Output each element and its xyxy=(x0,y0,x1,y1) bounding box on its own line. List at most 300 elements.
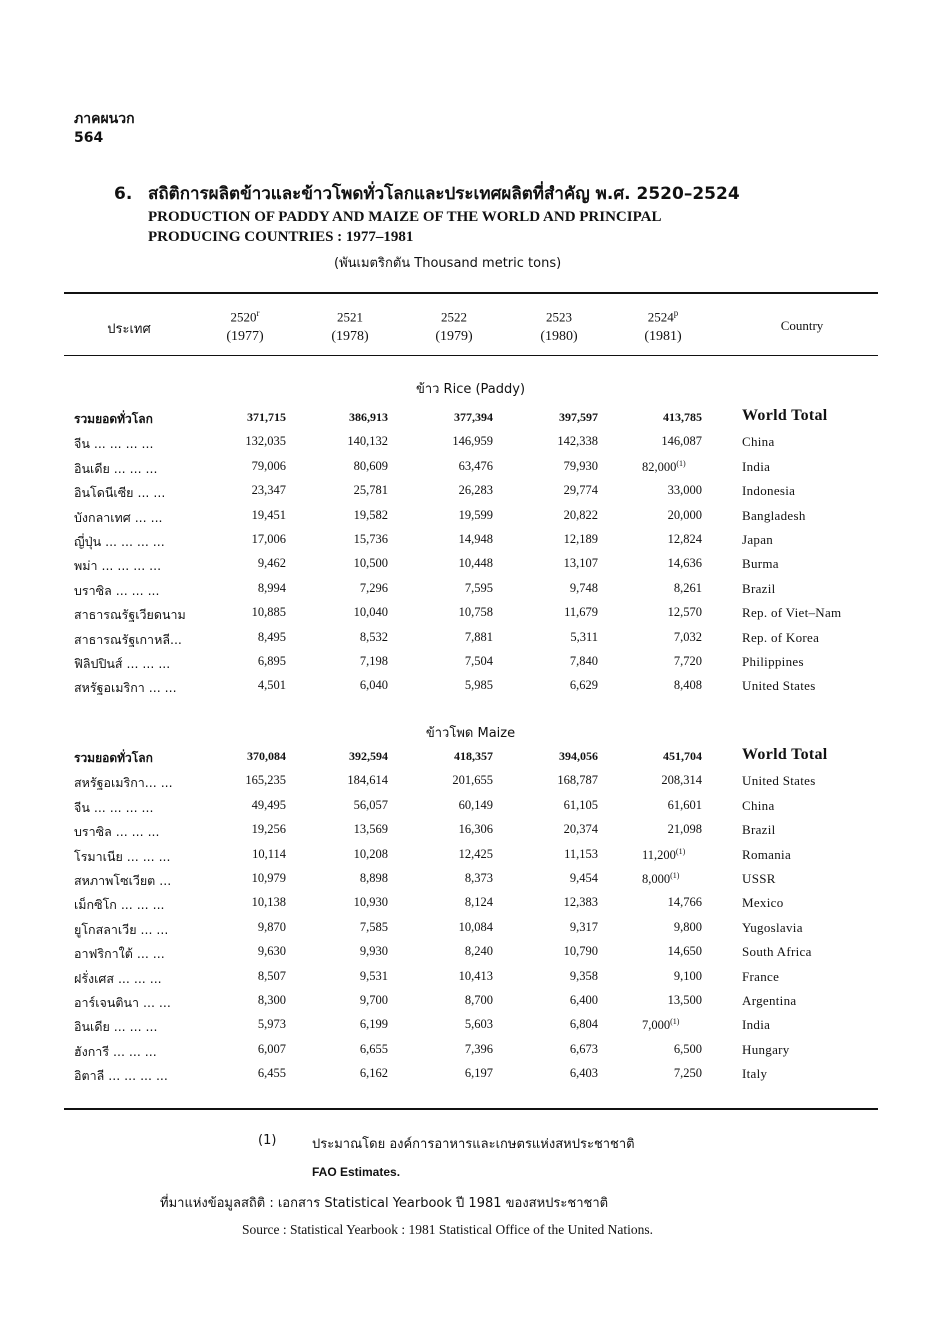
table-row xyxy=(0,605,941,629)
section-title: ข้าวโพด Maize xyxy=(425,726,516,741)
value-cell xyxy=(298,871,388,886)
value-cell xyxy=(508,871,598,886)
header-year-ce: (1978) xyxy=(331,329,369,345)
header-year-ce: (1980) xyxy=(540,329,578,345)
value-number: 20,000 xyxy=(667,508,702,522)
value-cell xyxy=(508,1017,598,1032)
value-cell xyxy=(403,920,493,935)
value-cell xyxy=(298,654,388,669)
country-thai: จีน ... ... ... ... xyxy=(74,800,154,815)
value-number: 6,197 xyxy=(464,1066,493,1080)
value-number: 132,035 xyxy=(245,434,286,448)
value-number: 7,720 xyxy=(673,654,702,668)
value-cell xyxy=(403,822,493,837)
header-country-english xyxy=(752,318,852,366)
value-cell xyxy=(196,895,286,910)
value-cell xyxy=(298,630,388,645)
value-cell xyxy=(196,847,286,862)
value-cell xyxy=(196,434,286,449)
value-number: 11,200 xyxy=(642,848,676,863)
value-number: 394,056 xyxy=(559,749,598,763)
value-cell xyxy=(612,1017,750,1033)
value-number: 10,790 xyxy=(563,944,598,958)
value-number: 397,597 xyxy=(559,410,598,424)
value-cell xyxy=(196,410,286,425)
header-year-be: 2523 xyxy=(546,309,572,325)
table-row-total xyxy=(0,407,941,434)
value-cell xyxy=(196,532,286,547)
value-number: 9,100 xyxy=(673,969,702,983)
footnote-ref: (1) xyxy=(670,1017,680,1026)
value-cell xyxy=(403,798,493,813)
footnote-english: FAO Estimates. xyxy=(312,1165,401,1179)
value-number: 19,599 xyxy=(458,508,493,522)
header-year-be: 2520 xyxy=(230,309,257,325)
value-number: 370,084 xyxy=(247,749,286,763)
value-number: 165,235 xyxy=(245,773,286,787)
country-thai: ฮังการี ... ... ... xyxy=(74,1044,157,1059)
value-cell xyxy=(612,822,702,837)
value-number: 14,636 xyxy=(667,556,702,570)
value-cell xyxy=(403,654,493,669)
value-cell xyxy=(403,895,493,910)
value-number: 13,107 xyxy=(563,556,598,570)
value-number: 10,114 xyxy=(252,847,286,861)
table-row xyxy=(0,847,941,871)
value-number: 142,338 xyxy=(557,434,598,448)
value-cell xyxy=(612,871,750,887)
value-number: 9,317 xyxy=(569,920,598,934)
value-cell xyxy=(508,654,598,669)
appendix-label: ภาคผนวก xyxy=(74,111,135,127)
value-cell xyxy=(298,556,388,571)
value-number: 21,098 xyxy=(667,822,702,836)
value-number: 11,153 xyxy=(564,847,598,861)
value-cell xyxy=(612,798,702,813)
value-cell xyxy=(508,895,598,910)
value-number: 413,785 xyxy=(663,410,702,424)
value-cell xyxy=(403,1017,493,1032)
value-cell xyxy=(196,749,286,764)
value-cell xyxy=(403,605,493,620)
value-cell xyxy=(612,605,702,620)
value-number: 8,261 xyxy=(673,581,702,595)
country-english: Philippines xyxy=(742,654,804,669)
value-cell xyxy=(196,508,286,523)
value-cell xyxy=(196,459,286,474)
value-number: 377,394 xyxy=(454,410,493,424)
value-cell xyxy=(196,483,286,498)
table-row xyxy=(0,459,941,483)
value-cell xyxy=(612,434,702,449)
table-title-block xyxy=(114,180,894,247)
table-row xyxy=(0,556,941,580)
value-cell xyxy=(403,459,493,474)
value-cell xyxy=(298,993,388,1008)
value-number: 7,198 xyxy=(359,654,388,668)
value-cell xyxy=(612,678,702,693)
value-number: 19,582 xyxy=(353,508,388,522)
value-number: 7,840 xyxy=(569,654,598,668)
value-cell xyxy=(298,969,388,984)
value-cell xyxy=(508,822,598,837)
header-year-ce: (1977) xyxy=(226,329,264,345)
value-number: 82,000 xyxy=(642,460,677,475)
value-number: 8,507 xyxy=(257,969,286,983)
table-row xyxy=(0,944,941,968)
value-number: 49,495 xyxy=(251,798,286,812)
value-cell xyxy=(403,871,493,886)
value-cell xyxy=(612,532,702,547)
country-english: Rep. of Viet–Nam xyxy=(742,605,842,620)
value-number: 7,296 xyxy=(359,581,388,595)
value-number: 60,149 xyxy=(458,798,493,812)
value-cell xyxy=(508,847,598,862)
value-number: 10,413 xyxy=(458,969,493,983)
appendix-header xyxy=(74,110,135,148)
value-cell xyxy=(196,630,286,645)
title-english-1: PRODUCTION OF PADDY AND MAIZE OF THE WORLD AND PRINCIPAL xyxy=(148,209,662,225)
value-number: 392,594 xyxy=(349,749,388,763)
value-number: 6,629 xyxy=(569,678,598,692)
value-number: 12,383 xyxy=(563,895,598,909)
value-cell xyxy=(196,920,286,935)
value-cell xyxy=(508,483,598,498)
value-cell xyxy=(508,798,598,813)
value-number: 20,822 xyxy=(563,508,598,522)
value-number: 184,614 xyxy=(347,773,388,787)
value-cell xyxy=(508,508,598,523)
value-number: 7,585 xyxy=(359,920,388,934)
value-number: 7,032 xyxy=(673,630,702,644)
table-row xyxy=(0,773,941,797)
value-number: 17,006 xyxy=(251,532,286,546)
value-number: 33,000 xyxy=(667,483,702,497)
country-english: South Africa xyxy=(742,944,812,959)
value-cell xyxy=(612,969,702,984)
header-year-ce: (1981) xyxy=(644,329,682,345)
header-bottom-rule xyxy=(64,355,878,356)
value-number: 10,930 xyxy=(353,895,388,909)
value-cell xyxy=(508,459,598,474)
country-english: Brazil xyxy=(742,822,776,837)
country-thai: ยูโกสลาเวีย ... ... xyxy=(74,922,169,937)
value-number: 13,569 xyxy=(353,822,388,836)
value-number: 5,603 xyxy=(464,1017,493,1031)
country-english: World Total xyxy=(742,746,828,763)
value-cell xyxy=(196,871,286,886)
value-cell xyxy=(298,410,388,425)
value-cell xyxy=(612,1066,702,1081)
value-number: 26,283 xyxy=(458,483,493,497)
value-number: 6,455 xyxy=(257,1066,286,1080)
value-number: 10,084 xyxy=(458,920,493,934)
value-number: 8,240 xyxy=(464,944,493,958)
country-thai: สาธารณรัฐเกาหลี... xyxy=(74,632,182,647)
value-number: 8,898 xyxy=(359,871,388,885)
value-number: 451,704 xyxy=(663,749,702,763)
value-number: 5,311 xyxy=(570,630,598,644)
value-cell xyxy=(612,749,702,764)
value-cell xyxy=(508,434,598,449)
country-thai: สหภาพโซเวียต ... xyxy=(74,873,172,888)
value-cell xyxy=(403,508,493,523)
value-number: 8,300 xyxy=(257,993,286,1007)
value-cell xyxy=(196,654,286,669)
value-cell xyxy=(612,556,702,571)
country-thai: อาร์เจนตินา ... ... xyxy=(74,995,171,1010)
value-cell xyxy=(196,1042,286,1057)
header-year-be-wrap xyxy=(205,304,285,326)
footnote-ref: (1) xyxy=(675,847,686,856)
table-row xyxy=(0,798,941,822)
value-number: 9,930 xyxy=(359,944,388,958)
value-number: 6,162 xyxy=(359,1066,388,1080)
value-number: 61,601 xyxy=(667,798,702,812)
footnote-ref: (1) xyxy=(670,871,680,880)
country-thai: สหรัฐอเมริกา ... ... xyxy=(74,680,177,695)
table-top-rule xyxy=(64,292,878,294)
value-number: 63,476 xyxy=(458,459,493,473)
table-number: 6. xyxy=(114,184,133,204)
value-number: 14,766 xyxy=(667,895,702,909)
value-number: 12,824 xyxy=(667,532,702,546)
value-cell xyxy=(196,556,286,571)
value-number: 7,000 xyxy=(642,1018,671,1033)
country-english: Japan xyxy=(742,532,774,547)
value-cell xyxy=(298,944,388,959)
value-cell xyxy=(612,630,702,645)
value-number: 16,306 xyxy=(458,822,493,836)
value-cell xyxy=(403,581,493,596)
value-number: 6,655 xyxy=(359,1042,388,1056)
value-number: 4,501 xyxy=(257,678,286,692)
table-row xyxy=(0,434,941,458)
header-year-be: 2524 xyxy=(647,309,674,325)
country-thai: สหรัฐอเมริกา... ... xyxy=(74,775,173,790)
units-label: (พันเมตริกตัน Thousand metric tons) xyxy=(334,256,562,271)
value-number: 146,087 xyxy=(661,434,702,448)
source-english: Source : Statistical Yearbook : 1981 Statistical Office of the United Nations. xyxy=(242,1222,654,1237)
value-number: 140,132 xyxy=(347,434,388,448)
country-thai: ฝรั่งเศส ... ... ... xyxy=(74,971,162,986)
value-cell xyxy=(196,605,286,620)
country-english: India xyxy=(742,1017,771,1032)
value-cell xyxy=(508,678,598,693)
value-number: 12,189 xyxy=(563,532,598,546)
country-thai: สาธารณรัฐเวียดนาม xyxy=(74,607,186,622)
value-number: 168,787 xyxy=(557,773,598,787)
value-number: 14,650 xyxy=(667,944,702,958)
country-thai: อินโดนีเซีย ... ... xyxy=(74,485,166,500)
value-cell xyxy=(403,630,493,645)
value-cell xyxy=(612,920,702,935)
table-row xyxy=(0,483,941,507)
footnote-marker: (1) xyxy=(258,1133,277,1148)
country-thai: จีน ... ... ... ... xyxy=(74,436,154,451)
value-cell xyxy=(403,434,493,449)
table-row xyxy=(0,1017,941,1041)
value-number: 9,870 xyxy=(257,920,286,934)
table-bottom-rule xyxy=(64,1108,878,1110)
value-number: 13,500 xyxy=(667,993,702,1007)
country-english: Rep. of Korea xyxy=(742,630,820,645)
value-cell xyxy=(298,822,388,837)
header-year-be-wrap xyxy=(519,304,599,326)
header-year-0 xyxy=(205,304,285,352)
header-year-mark: p xyxy=(673,308,679,318)
header-year-1 xyxy=(310,304,390,352)
value-cell xyxy=(196,1017,286,1032)
header-country-thai xyxy=(64,318,194,366)
value-number: 8,700 xyxy=(464,993,493,1007)
value-number: 10,500 xyxy=(353,556,388,570)
value-number: 80,609 xyxy=(353,459,388,473)
value-cell xyxy=(403,483,493,498)
value-cell xyxy=(612,581,702,596)
value-number: 7,504 xyxy=(464,654,493,668)
country-english: Argentina xyxy=(742,993,797,1008)
country-thai: อินเดีย ... ... ... xyxy=(74,461,158,476)
value-cell xyxy=(508,773,598,788)
value-number: 8,532 xyxy=(359,630,388,644)
value-cell xyxy=(403,1066,493,1081)
value-number: 386,913 xyxy=(349,410,388,424)
country-thai: บราซิล ... ... ... xyxy=(74,824,160,839)
value-number: 29,774 xyxy=(563,483,598,497)
value-number: 10,979 xyxy=(251,871,286,885)
value-cell xyxy=(298,605,388,620)
value-number: 9,462 xyxy=(257,556,286,570)
value-number: 7,881 xyxy=(464,630,493,644)
value-cell xyxy=(508,920,598,935)
table-row xyxy=(0,508,941,532)
title-thai: สถิติการผลิตข้าวและข้าวโพดทั่วโลกและประเทศผลิตที่สำคัญ พ.ศ. 2520–2524 xyxy=(148,184,740,204)
value-cell xyxy=(403,944,493,959)
value-cell xyxy=(298,532,388,547)
value-cell xyxy=(298,459,388,474)
value-cell xyxy=(298,773,388,788)
country-english: Brazil xyxy=(742,581,776,596)
value-number: 146,959 xyxy=(452,434,493,448)
header-year-be-wrap xyxy=(414,304,494,326)
table-row xyxy=(0,532,941,556)
country-thai: ญี่ปุ่น ... ... ... ... xyxy=(74,534,165,549)
value-cell xyxy=(298,1066,388,1081)
value-number: 11,679 xyxy=(564,605,598,619)
value-cell xyxy=(298,434,388,449)
country-english: India xyxy=(742,459,771,474)
table-row xyxy=(0,1066,941,1090)
value-cell xyxy=(403,993,493,1008)
value-cell xyxy=(508,944,598,959)
country-english: United States xyxy=(742,773,816,788)
table-row xyxy=(0,581,941,605)
value-cell xyxy=(403,773,493,788)
value-cell xyxy=(612,410,702,425)
value-cell xyxy=(196,678,286,693)
country-english: Hungary xyxy=(742,1042,790,1057)
value-number: 10,448 xyxy=(458,556,493,570)
value-cell xyxy=(196,993,286,1008)
country-english: Burma xyxy=(742,556,779,571)
value-cell xyxy=(403,678,493,693)
value-cell xyxy=(508,630,598,645)
value-number: 6,673 xyxy=(569,1042,598,1056)
value-number: 10,885 xyxy=(251,605,286,619)
value-cell xyxy=(298,508,388,523)
value-cell xyxy=(298,483,388,498)
value-cell xyxy=(403,410,493,425)
value-number: 10,208 xyxy=(353,847,388,861)
country-thai: รวมยอดทั่วโลก xyxy=(74,751,153,765)
value-number: 19,256 xyxy=(251,822,286,836)
value-number: 14,948 xyxy=(458,532,493,546)
value-number: 9,630 xyxy=(257,944,286,958)
table-row xyxy=(0,654,941,678)
table-row xyxy=(0,822,941,846)
value-cell xyxy=(298,895,388,910)
value-number: 6,040 xyxy=(359,678,388,692)
value-cell xyxy=(196,822,286,837)
value-cell xyxy=(298,678,388,693)
value-number: 56,057 xyxy=(353,798,388,812)
value-number: 5,985 xyxy=(464,678,493,692)
country-english: China xyxy=(742,434,775,449)
value-number: 201,655 xyxy=(452,773,493,787)
country-english: China xyxy=(742,798,775,813)
value-cell xyxy=(612,944,702,959)
footnote-ref: (1) xyxy=(676,459,686,468)
country-thai: อิตาลี ... ... ... ... xyxy=(74,1068,168,1083)
footnote-thai: ประมาณโดย องค์การอาหารและเกษตรแห่งสหประชาชาติ xyxy=(312,1137,635,1152)
value-number: 8,124 xyxy=(464,895,493,909)
value-number: 9,748 xyxy=(569,581,598,595)
section-title: ข้าว Rice (Paddy) xyxy=(415,382,526,397)
country-english: Italy xyxy=(742,1066,768,1081)
value-number: 25,781 xyxy=(353,483,388,497)
value-cell xyxy=(508,1042,598,1057)
value-number: 6,400 xyxy=(569,993,598,1007)
header-year-mark: r xyxy=(256,308,260,318)
value-number: 6,403 xyxy=(569,1066,598,1080)
header-year-4 xyxy=(623,304,703,352)
country-thai: อาฟริกาใต้ ... ... xyxy=(74,946,165,961)
value-number: 10,138 xyxy=(251,895,286,909)
value-cell xyxy=(612,508,702,523)
country-english: World Total xyxy=(742,407,828,424)
value-cell xyxy=(508,605,598,620)
country-english: United States xyxy=(742,678,816,693)
value-number: 79,930 xyxy=(563,459,598,473)
value-cell xyxy=(298,1042,388,1057)
value-number: 7,396 xyxy=(464,1042,493,1056)
value-number: 9,700 xyxy=(359,993,388,1007)
value-cell xyxy=(403,556,493,571)
value-cell xyxy=(298,798,388,813)
country-english: Romania xyxy=(742,847,792,862)
value-number: 9,454 xyxy=(569,871,598,885)
header-year-be: 2521 xyxy=(337,309,363,325)
value-cell xyxy=(508,556,598,571)
country-thai: พม่า ... ... ... ... xyxy=(74,558,162,573)
value-cell xyxy=(612,459,750,475)
value-cell xyxy=(508,969,598,984)
header-year-2 xyxy=(414,304,494,352)
value-cell xyxy=(612,895,702,910)
table-row xyxy=(0,1042,941,1066)
value-cell xyxy=(612,483,702,498)
